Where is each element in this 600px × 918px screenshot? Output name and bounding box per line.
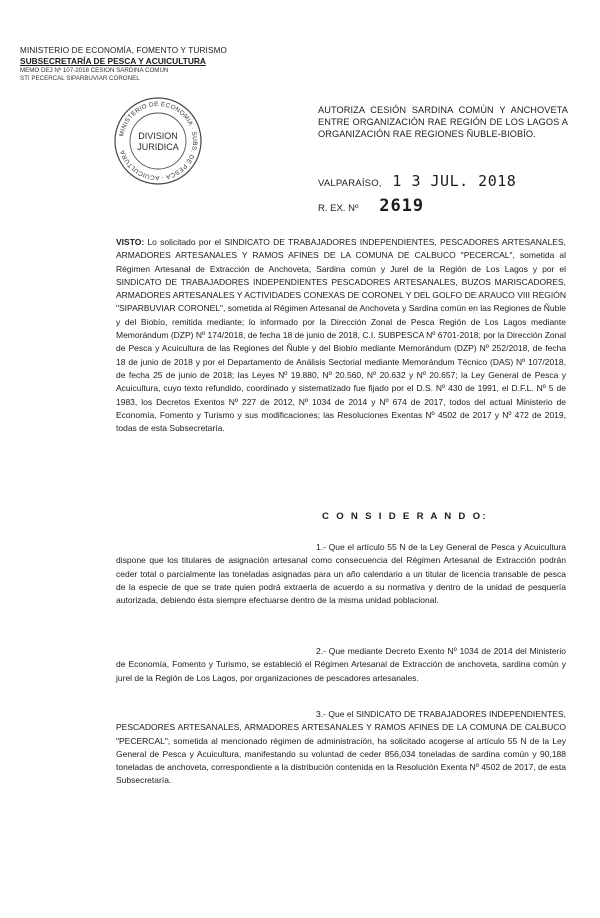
memo-reference-line-1: MEMO DEJ Nº 107-2018 CESION SARDINA COMUN	[20, 67, 169, 74]
ministry-name: MINISTERIO DE ECONOMÍA, FOMENTO Y TURISMO	[20, 46, 228, 55]
stamp-center-line-1: DIVISION	[138, 131, 178, 141]
resolution-number-line	[318, 196, 424, 216]
visto-heading: VISTO:	[116, 237, 145, 247]
dateline-place: VALPARAÍSO,	[318, 178, 382, 189]
considerando-paragraph-3: 3.- Que el SINDICATO DE TRABAJADORES INDEPENDIENTES, PESCADORES ARTESANALES, ARMADORES ARTESANALES Y RAMOS AFINES DE LA COMUNA DE CALBUCO "PECERCAL", sometida al mencionado régimen de administración, ha solicitado acogerse al artículo 55 N de la Ley General de Pesca y Acuicultura, manifestando su voluntad de ceder 856,034 toneladas de sardina común y 90,188 toneladas de anchoveta, correspondiente a la distribución contenida en la Resolución Exenta Nº 4502 de 2017, de esta Subsecretaría.	[116, 709, 566, 786]
visto-section	[116, 236, 566, 435]
stamp-ring-text: MINISTERIO DE ECONOMIA · SUBS. DE PESCA · ACUICULTURA	[118, 100, 199, 182]
visto-body: Lo solicitado por el SINDICATO DE TRABAJADORES INDEPENDIENTES, PESCADORES ARTESANALES, ARMADORES ARTESANALES Y RAMOS AFINES DE LA COMUNA DE CALBUCO "PECERCAL", sometida al Régimen Artesanal de Extracción de Anchoveta, Sardina común y Jurel de la Región de Los Lagos y por el SINDICATO DE TRABAJADORES INDEPENDIENTES PESCADORES ARTESANALES, BUZOS MARISCADORES, ARMADORES ARTESANALES Y ACTIVIDADES CONEXAS DE CORONEL Y DEL GOLFO DE ARAUCO VIII REGIÓN "SIPARBUVIAR CORONEL", sometida al Régimen Artesanal de Anchoveta y Sardina común en las Regiones de Ñuble y del Biobío, remitida mediante; lo informado por la Dirección Zonal de Pesca Región de Los Lagos mediante Memorándum (DZP) Nº 174/2018, de fecha 18 de junio de 2018, C.I. SUBPESCA Nº 6701-2018; por la Dirección Zonal de Pesca y Acuicultura de las Regiones del Ñuble y del Biobío mediante Memorándum (DZP) Nº 252/2018, de fecha 18 de junio de 2018 y por el Departamento de Análisis Sectorial mediante Memorándum Técnico (DAS) Nº 107/2018, de fecha 25 de junio de 2018; las Leyes Nº 19.880, Nº 20.560, Nº 20.632 y Nº 20.657; la Ley General de Pesca y Acuicultura, cuyo texto refundido, coordinado y sistematizado fue fijado por el D.S. Nº 430 de 1991, el D.F.L. Nº 5 de 1983, los Decretos Exentos Nº 227 de 2012, Nº 1034 de 2014 y Nº 674 de 2017, todos del actual Ministerio de Economía, Fomento y Turismo y sus modificaciones; las Resoluciones Exentas Nº 4502 de 2017 y Nº 472 de 2019, todas de esta Subsecretaría.	[116, 237, 566, 434]
subsecretaria-name: SUBSECRETARÍA DE PESCA Y ACUICULTURA	[20, 56, 206, 66]
resolution-summary: AUTORIZA CESIÓN SARDINA COMÚN Y ANCHOVETA ENTRE ORGANIZACIÓN RAE REGIÓN DE LOS LAGOS A ORGANIZACIÓN RAE REGIONES ÑUBLE-BIOBÍO.	[318, 105, 568, 140]
resolution-number: 2619	[379, 196, 425, 216]
resolution-number-label: R. EX. Nº	[318, 203, 359, 214]
letterhead	[20, 46, 270, 83]
stamp-seal-icon	[112, 95, 204, 187]
considerando-heading: C O N S I D E R A N D O:	[322, 511, 488, 522]
dateline	[318, 172, 516, 190]
division-juridica-stamp	[112, 95, 204, 187]
considerando-paragraph-1: 1.- Que el artículo 55 N de la Ley General de Pesca y Acuicultura dispone que los titulares de asignación artesanal como consecuencia del Régimen Artesanal de Extracción podrán ceder total o parcialmente las toneladas asignadas para un año calendario a un titular de licencia transable de pesca de la especie de que se trate quien podrá extraerla de acuerdo a su normativa y dentro de la unidad de pesquería autorizada, debiendo ésta siempre efectuarse dentro de la misma unidad poblacional.	[116, 542, 566, 606]
memo-reference-line-2: STI PECERCAL SIPARBUVIAR CORONEL	[20, 75, 140, 82]
considerando-paragraph-2: 2.- Que mediante Decreto Exento Nº 1034 de 2014 del Ministerio de Economía, Fomento y Turismo, se estableció el Régimen Artesanal de Extracción de anchoveta, sardina común y jurel de la Región de Los Lagos, por organizaciones de pescadores artesanales.	[116, 646, 566, 683]
dateline-date-stamp: 1 3 JUL. 2018	[392, 172, 517, 190]
stamp-center-line-2: JURIDICA	[137, 142, 179, 152]
